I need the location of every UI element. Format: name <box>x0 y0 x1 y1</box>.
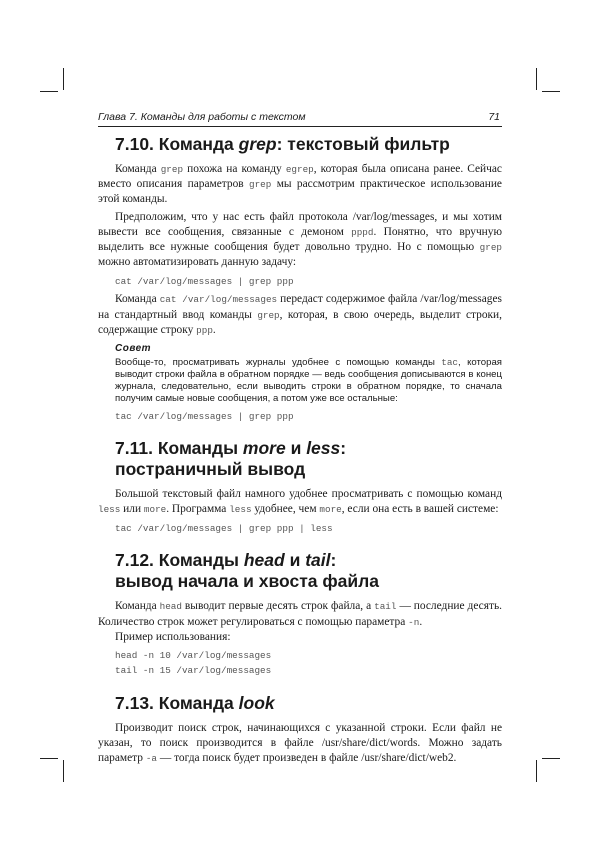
tip-text: Вообще-то, просматривать журналы удобнее с помощью команды tac, которая выводит строки файла в обратном порядке — ведь сообщения дописываются в конец журнала, следовательно, если выводить строки в обратном порядке, то сначала получим самые новые сообщения, а потом уже все остальные: <box>115 357 502 405</box>
tip-title: Совет <box>115 343 152 355</box>
crop-mark <box>536 68 537 90</box>
crop-mark <box>63 68 64 90</box>
paragraph: Команда cat /var/log/messages передаст содержимое файла /var/log/messages на стандартный ввод команды grep, которая, в свою очередь, выделит строки, содержащие строку ppp. <box>98 293 502 336</box>
paragraph: Команда head выводит первые десять строк файла, а tail — последние десять. Количество строк может регулироваться с помощью параметра -n. <box>98 600 502 628</box>
crop-mark <box>40 758 58 759</box>
crop-mark <box>536 760 537 782</box>
crop-mark <box>40 91 58 92</box>
paragraph: Большой текстовый файл намного удобнее просматривать с помощью команд less или more. Программа less удобнее, чем more, если она есть в вашей системе: <box>98 488 502 516</box>
code-line: tac /var/log/messages | grep ppp <box>115 411 294 423</box>
section-title-7-13: 7.13. Команда look <box>115 693 275 714</box>
code-line: head -n 10 /var/log/messages <box>115 650 272 662</box>
code-line: tail -n 15 /var/log/messages <box>115 665 272 677</box>
code-line: cat /var/log/messages | grep ppp <box>115 276 294 288</box>
crop-mark <box>63 760 64 782</box>
section-title-7-11: 7.11. Команды more и less: постраничный вывод <box>115 438 347 480</box>
page-number: 71 <box>488 111 500 123</box>
tip-box <box>115 343 502 423</box>
page-content <box>98 134 502 767</box>
code-line: tac /var/log/messages | grep ppp | less <box>115 523 333 535</box>
paragraph: Предположим, что у нас есть файл протокола /var/log/messages, и мы хотим вывести все сообщения, связанные с демоном pppd. Понятно, что вручную выделить все нужные сообщения будет довольно трудно. Но с помощью grep можно автоматизировать данную задачу: <box>98 210 502 269</box>
crop-mark <box>542 91 560 92</box>
paragraph: Производит поиск строк, начинающихся с указанной строки. Если файл не указан, то поиск производится в файле /usr/share/dict/words. Можно задать параметр -a — тогда поиск будет произведен в файле /usr/share/dict/web2. <box>98 722 502 765</box>
running-header <box>98 110 502 127</box>
paragraph: Команда grep похожа на команду egrep, которая была описана ранее. Сейчас вместо описания параметров grep мы рассмотрим практическое использование этой команды. <box>98 163 502 206</box>
crop-mark <box>542 758 560 759</box>
paragraph: Пример использования: <box>115 630 231 643</box>
chapter-title: Глава 7. Команды для работы с текстом <box>98 111 306 123</box>
section-title-7-10: 7.10. Команда grep: текстовый фильтр <box>115 134 450 154</box>
section-title-7-12: 7.12. Команды head и tail: вывод начала и хвоста файла <box>115 550 380 592</box>
